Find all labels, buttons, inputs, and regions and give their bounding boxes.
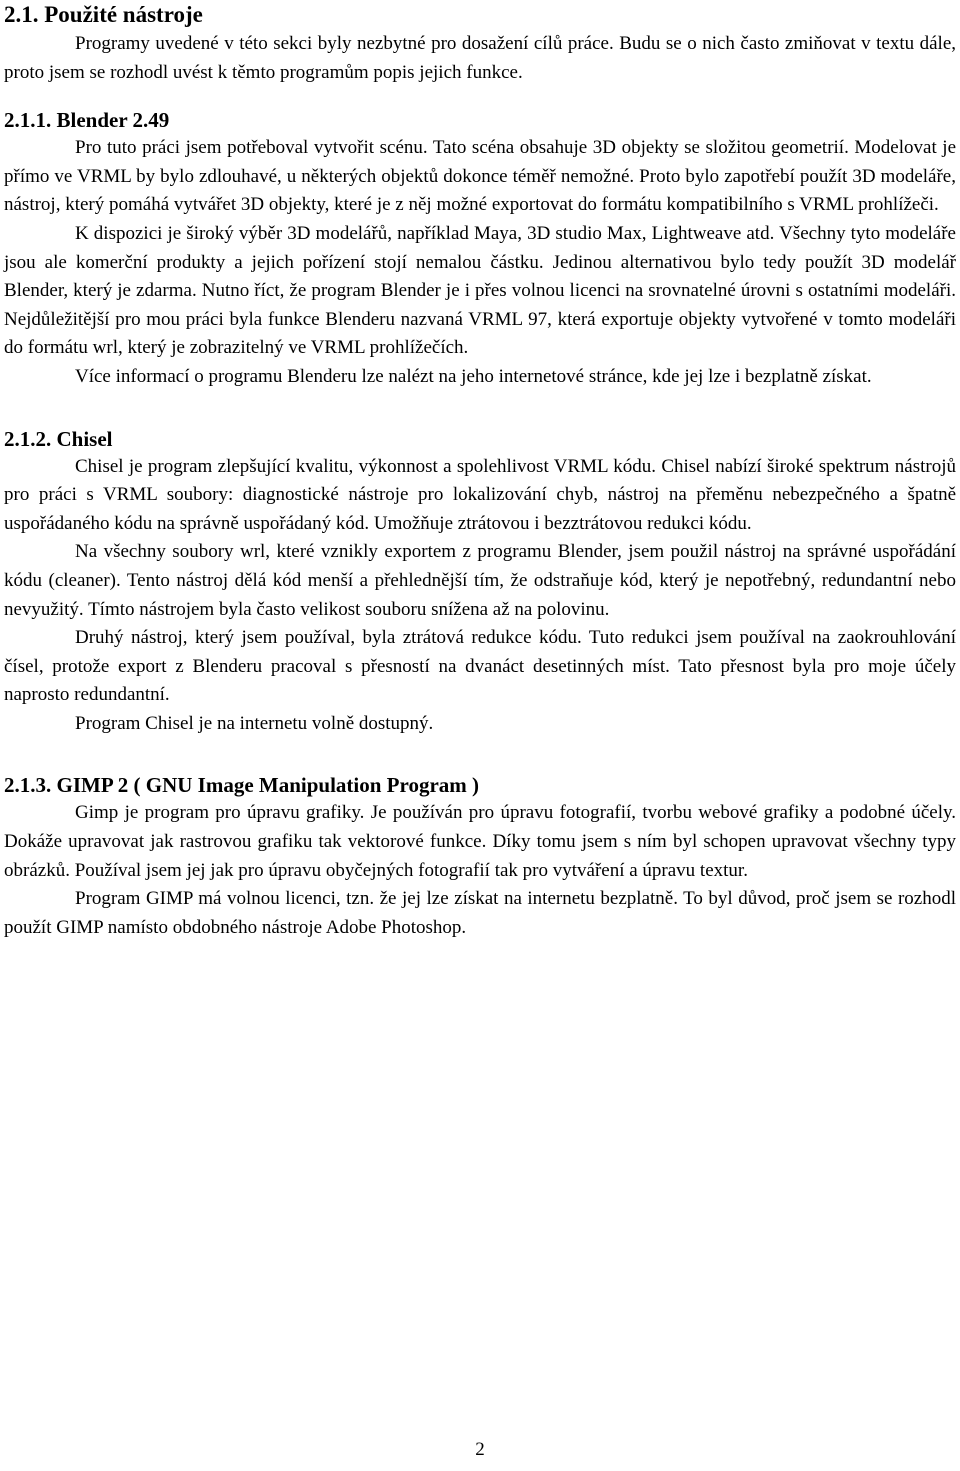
spacer [4, 738, 956, 772]
subsection-heading: 2.1.1. Blender 2.49 [4, 108, 170, 133]
subsection-gimp [4, 772, 956, 942]
document-page [4, 0, 956, 942]
paragraph: Více informací o programu Blenderu lze nalézt na jeho internetové stránce, kde jej lze i bezplatně získat. [75, 365, 872, 387]
section-intro-paragraph: Programy uvedené v této sekci byly nezbytné pro dosažení cílů práce. Budu se o nich často zmiňovat v textu dále, proto jsem se rozhodl uvést k těmto programům popis jejich funkce. [4, 33, 956, 83]
subsection-heading: 2.1.2. Chisel [4, 426, 113, 451]
page-number: 2 [475, 1439, 485, 1460]
paragraph: Na všechny soubory wrl, které vznikly exportem z programu Blender, jsem použil nástroj na správné uspořádání kódu (cleaner). Tento nástroj dělá kód menší a přehlednější tím, že odstraňuje kód, který je nepotřebný, redundantní nebo nevyužitý. Tímto nástrojem byla často velikost souboru snížena až na polovinu. [4, 541, 956, 620]
paragraph: Chisel je program zlepšující kvalitu, výkonnost a spolehlivost VRML kódu. Chisel nabízí široké spektrum nástrojů pro práci s VRML soubory: diagnostické nástroje pro lokalizování chyb, nástroj na přeměnu nebezpečného a špatně uspořádaného kódu na správně uspořádaný kód. Umožňuje ztrátovou i bezztrátovou redukci kódu. [4, 455, 956, 534]
paragraph: Gimp je program pro úpravu grafiky. Je používán pro úpravu fotografií, tvorbu webové grafiky a podobné účely. Dokáže upravovat jak rastrovou grafiku tak vektorové funkce. Díky tomu jsem s ním byl schopen upravovat všechny typy obrázků. Používal jsem jej jak pro úpravu obyčejných fotografií tak pro vytváření a úpravu textur. [4, 802, 956, 881]
section-heading: 2.1. Použité nástroje [4, 2, 203, 27]
paragraph: Program Chisel je na internetu volně dostupný. [75, 712, 434, 734]
spacer [4, 87, 956, 107]
paragraph: Druhý nástroj, který jsem používal, byla ztrátová redukce kódu. Tuto redukci jsem používal na zaokrouhlování čísel, protože export z Blenderu pracoval s přesností na dvanáct desetinných míst. Tato přesnost byla pro moje účely naprosto redundantní. [4, 627, 956, 706]
paragraph: K dispozici je široký výběr 3D modelářů, například Maya, 3D studio Max, Lightweave atd. Všechny tyto modeláře jsou ale komerční produkty a jejich pořízení stojí nemalou částku. Jedinou alternativou bylo tedy použít 3D modelář Blender, který je zdarma. Nutno říct, že program Blender je i přes volnou licenci na srovnatelné úrovni s ostatními modeláři. Nejdůležitější pro mou práci byla funkce Blenderu nazvaná VRML 97, která exportuje objekty vytvořené v tomto modeláři do formátu wrl, který je zobrazitelný ve VRML prohlížečích. [4, 222, 956, 359]
subsection-heading: 2.1.3. GIMP 2 ( GNU Image Manipulation Program ) [4, 773, 480, 798]
spacer [4, 392, 956, 426]
subsection-blender [4, 107, 956, 391]
paragraph: Pro tuto práci jsem potřeboval vytvořit scénu. Tato scéna obsahuje 3D objekty se složitou geometrií. Modelovat je přímo ve VRML by bylo zdlouhavé, u některých objektů dokonce téměř nemožné. Proto bylo zapotřebí použít 3D modeláře, nástroj, který pomáhá vytvářet 3D objekty, které je z něj možné exportovat do formátu kompatibilního s VRML prohlížeči. [4, 137, 956, 216]
subsection-chisel [4, 426, 956, 739]
paragraph: Program GIMP má volnou licenci, tzn. že jej lze získat na internetu bezplatně. To byl důvod, proč jsem se rozhodl použít GIMP namísto obdobného nástroje Adobe Photoshop. [4, 888, 956, 938]
